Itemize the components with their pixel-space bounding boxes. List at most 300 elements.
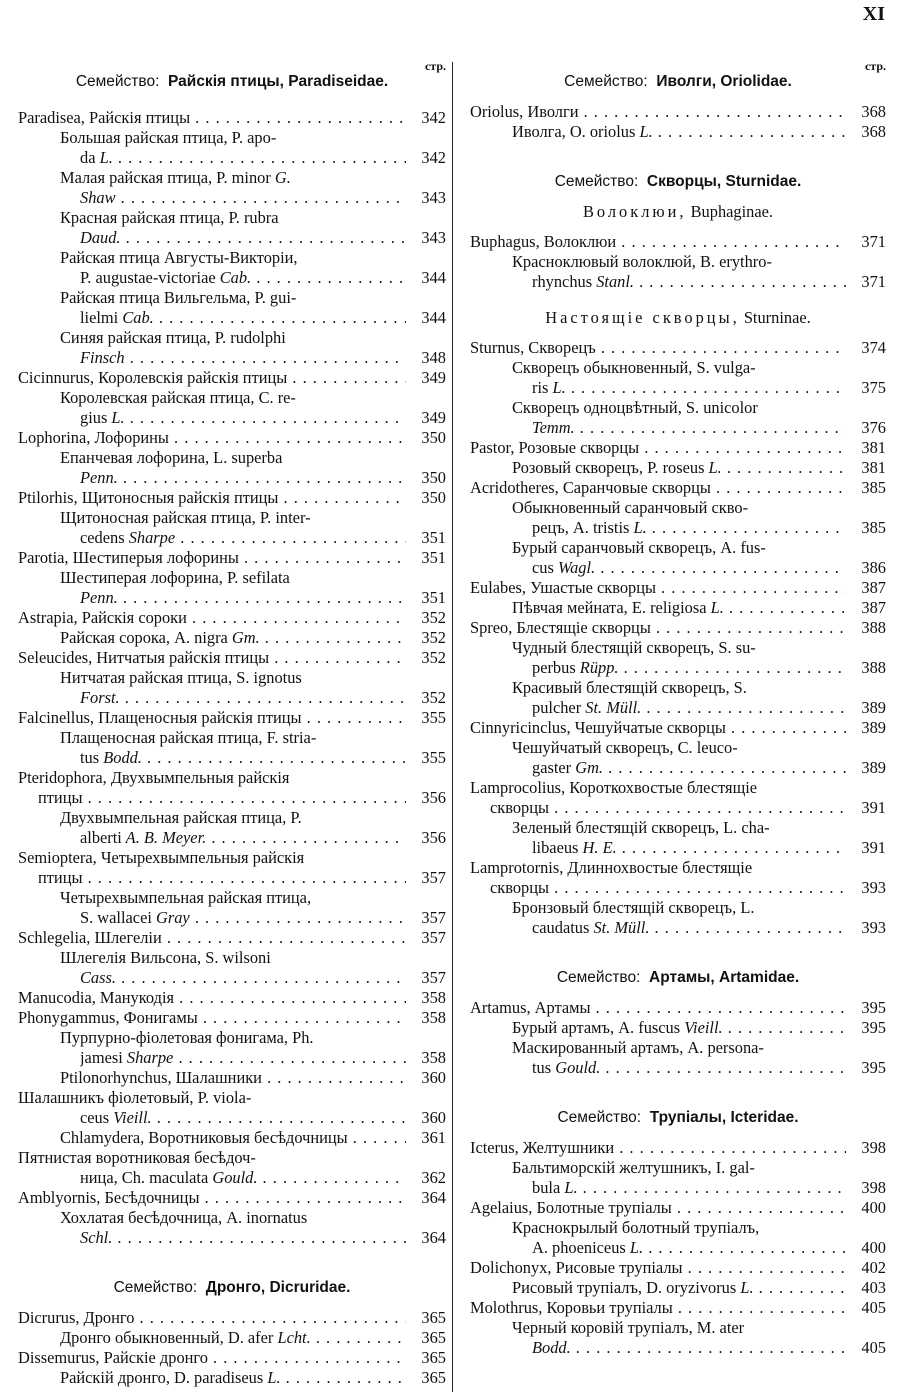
entry-author: H. E. — [578, 838, 617, 857]
entry-author: L. — [704, 458, 722, 477]
entry-text: Schlegelia, Шлегеліи . . . — [18, 928, 406, 948]
page-ref: 371 — [861, 232, 886, 251]
entry-text: скворцы . . . — [490, 878, 846, 898]
entry-author: Cab. — [215, 268, 252, 287]
entry-text: Пурпурно-фіолетовая фонигама, Ph. — [60, 1028, 314, 1047]
entry-text: Рисовый трупіалъ, D. oryzivorus L. . . . — [512, 1278, 846, 1298]
page-ref: 356 — [421, 788, 446, 807]
species-entry — [18, 288, 446, 308]
entry-author: St. Müll. — [589, 918, 650, 937]
page-ref: 349 — [421, 368, 446, 387]
genus-entry — [18, 1008, 446, 1028]
species-entry — [470, 1018, 886, 1038]
entry-author: Gray — [151, 908, 190, 927]
species-entry — [18, 808, 446, 828]
genus-entry — [470, 102, 886, 122]
entry-text: Artamus, Артамы . . . — [470, 998, 846, 1018]
genus-entry — [470, 858, 886, 878]
genus-entry — [470, 578, 886, 598]
species-entry — [18, 668, 446, 688]
entry-author: Cab. — [118, 308, 154, 327]
entry-text: Черный коровій трупіалъ, M. ater — [512, 1318, 745, 1337]
entry-text: Иволга, O. oriolus L. . . . — [512, 122, 846, 142]
genus-entry — [18, 788, 446, 808]
page-ref: 389 — [861, 758, 886, 777]
entry-text: Acridotheres, Саранчовые скворцы . . . — [470, 478, 846, 498]
species-entry — [18, 188, 446, 208]
page-ref: 355 — [421, 748, 446, 767]
genus-entry — [18, 368, 446, 388]
species-entry — [470, 418, 886, 438]
genus-entry — [470, 1198, 886, 1218]
species-entry — [470, 658, 886, 678]
entry-text: Ptilonorhynchus, Шалашники . . . — [60, 1068, 406, 1088]
page-ref: 358 — [421, 1048, 446, 1067]
entry-text: gius L. . . . — [80, 408, 406, 428]
species-entry — [470, 758, 886, 778]
page-ref: 395 — [861, 1058, 886, 1077]
entry-author: L. — [560, 1178, 578, 1197]
family-heading: Семейство: Иволги, Oriolidae. — [564, 73, 792, 90]
entry-text: Lamprocolius, Короткохвостые блестящіе — [470, 778, 758, 797]
entry-text — [532, 418, 846, 438]
genus-entry — [470, 1138, 886, 1158]
entry-text: Amblyornis, Бесѣдочницы . . . — [18, 1188, 406, 1208]
entry-author: Finsch — [80, 348, 125, 367]
page-ref: 343 — [421, 228, 446, 247]
page-ref: 364 — [421, 1188, 446, 1207]
page-ref: 355 — [421, 708, 446, 727]
entry-text: Semioptera, Четырехвымпельныя райскія — [18, 848, 305, 867]
entry-list — [18, 1308, 446, 1388]
entry-text: pulcher St. Müll. . . . — [532, 698, 846, 718]
page-ref: 376 — [861, 418, 886, 437]
species-entry — [18, 308, 446, 328]
genus-entry — [18, 848, 446, 868]
entry-author: Schl. — [80, 1228, 113, 1247]
page-ref: 385 — [861, 478, 886, 497]
species-entry — [470, 1038, 886, 1058]
species-entry — [18, 1368, 446, 1388]
entry-text: jamesi Sharpe . . . — [80, 1048, 406, 1068]
species-entry — [18, 1108, 446, 1128]
entry-text — [80, 468, 406, 488]
genus-entry — [470, 718, 886, 738]
entry-text: lielmi Cab. . . . — [80, 308, 406, 328]
page-ref: 393 — [861, 878, 886, 897]
page-column-label: стр. — [864, 59, 886, 73]
entry-author: G. — [270, 168, 291, 187]
entry-text: Pastor, Розовые скворцы . . . — [470, 438, 846, 458]
species-entry — [18, 1068, 446, 1088]
entry-text: ceus Vieill. . . . — [80, 1108, 406, 1128]
page-ref: 350 — [421, 468, 446, 487]
species-entry — [18, 448, 446, 468]
page-ref: 365 — [421, 1308, 446, 1327]
page-ref: 349 — [421, 408, 446, 427]
entry-author: Gould. — [208, 1168, 258, 1187]
page-ref: 389 — [861, 698, 886, 717]
entry-list — [470, 1138, 886, 1358]
page-ref: 374 — [861, 338, 886, 357]
entry-text: Красноклювый волоклюй, B. erythro- — [512, 252, 772, 271]
species-entry — [470, 1158, 886, 1178]
entry-text: Lophorina, Лофорины . . . — [18, 428, 406, 448]
entry-author: Stanl. — [592, 272, 634, 291]
entry-author: L. — [736, 1278, 754, 1297]
genus-entry — [18, 1148, 446, 1168]
page-ref: 365 — [421, 1368, 446, 1387]
species-entry — [18, 248, 446, 268]
page-ref: 386 — [861, 558, 886, 577]
entry-text: Чешуйчатый скворецъ, C. leuco- — [512, 738, 738, 757]
species-entry — [470, 738, 886, 758]
entry-text: Королевская райская птица, C. re- — [60, 388, 296, 407]
entry-author: Temm. — [532, 418, 575, 437]
genus-entry — [18, 768, 446, 788]
entry-author: Wagl. — [553, 558, 596, 577]
entry-text: S. wallacei Gray . . . — [80, 908, 406, 928]
genus-entry — [470, 618, 886, 638]
entry-text: Dicrurus, Дронго . . . — [18, 1308, 406, 1328]
page-ref: 405 — [861, 1298, 886, 1317]
species-entry — [18, 208, 446, 228]
entry-text: Шестиперая лофорина, P. sefilata — [60, 568, 290, 587]
page-ref: 357 — [421, 928, 446, 947]
entry-text: perbus Rüpp. . . . — [532, 658, 846, 678]
entry-author: Shaw — [80, 188, 116, 207]
page-ref: 385 — [861, 518, 886, 537]
page-ref: 357 — [421, 868, 446, 887]
entry-text: Щитоносная райская птица, P. inter- — [60, 508, 311, 527]
entry-text: скворцы . . . — [490, 798, 846, 818]
entry-text: Phonygammus, Фонигамы . . . — [18, 1008, 406, 1028]
species-entry — [18, 628, 446, 648]
page-column-label: стр. — [424, 59, 446, 73]
species-entry — [18, 328, 446, 348]
entry-author: Daud. — [80, 228, 121, 247]
page-ref: 381 — [861, 458, 886, 477]
entry-text: ris L. . . . — [532, 378, 846, 398]
entry-text: Oriolus, Иволги . . . — [470, 102, 846, 122]
species-entry — [470, 398, 886, 418]
species-entry — [470, 838, 886, 858]
right-column — [470, 60, 886, 1358]
species-entry — [18, 748, 446, 768]
page-ref: 357 — [421, 908, 446, 927]
page-ref: 357 — [421, 968, 446, 987]
page-ref: 365 — [421, 1328, 446, 1347]
page-ref: 352 — [421, 688, 446, 707]
entry-text: Синяя райская птица, P. rudolphi — [60, 328, 286, 347]
page-ref: 387 — [861, 578, 886, 597]
entry-text: A. phoeniceus L. . . . — [532, 1238, 846, 1258]
entry-text: Eulabes, Ушастые скворцы . . . — [470, 578, 846, 598]
entry-text: Маскированный артамъ, A. persona- — [512, 1038, 764, 1057]
genus-entry — [18, 1308, 446, 1328]
entry-author: Penn. — [80, 588, 118, 607]
species-entry — [470, 698, 886, 718]
entry-text — [80, 588, 406, 608]
entry-author: Gm. — [227, 628, 260, 647]
page-ref: 387 — [861, 598, 886, 617]
species-entry — [470, 122, 886, 142]
entry-text — [80, 348, 406, 368]
entry-text: Cicinnurus, Королевскія райскія птицы . . . — [18, 368, 406, 388]
entry-author: St. Müll. — [581, 698, 642, 717]
entry-text: Sturnus, Скворецъ . . . — [470, 338, 846, 358]
page-ref: 395 — [861, 1018, 886, 1037]
genus-entry — [470, 878, 886, 898]
entry-text: Spreo, Блестящіе скворцы . . . — [470, 618, 846, 638]
page-ref: 388 — [861, 618, 886, 637]
entry-text: Четырехвымпельная райская птица, — [60, 888, 312, 907]
entry-text: Бурый артамъ, A. fuscus Vieill. . . . — [512, 1018, 846, 1038]
entry-text: Епанчевая лофорина, L. superba — [60, 448, 283, 467]
entry-text: Бронзовый блестящій скворецъ, L. — [512, 898, 755, 917]
family-heading: Семейство: Райскія птицы, Paradiseidae. — [75, 73, 389, 90]
family-heading: Семейство: Артамы, Artamidae. — [556, 969, 800, 986]
page-ref: 362 — [421, 1168, 446, 1187]
species-entry — [18, 688, 446, 708]
page-ref: 352 — [421, 628, 446, 647]
genus-entry — [18, 548, 446, 568]
entry-list — [18, 108, 446, 1248]
genus-entry — [18, 108, 446, 128]
species-entry — [470, 378, 886, 398]
entry-author: Rüpp. — [575, 658, 619, 677]
genus-entry — [18, 648, 446, 668]
entry-author: Forst. — [80, 688, 120, 707]
page-ref: 398 — [861, 1178, 886, 1197]
page-ref: 400 — [861, 1238, 886, 1257]
genus-entry — [18, 708, 446, 728]
entry-text: Buphagus, Волоклюи . . . — [470, 232, 846, 252]
entry-text: Astrapia, Райскія сороки . . . — [18, 608, 406, 628]
genus-entry — [18, 1348, 446, 1368]
page-ref: 381 — [861, 438, 886, 457]
entry-text: tus Gould. . . . — [532, 1058, 846, 1078]
entry-text: Icterus, Желтушники . . . — [470, 1138, 846, 1158]
page-ref: 391 — [861, 838, 886, 857]
entry-text — [80, 968, 406, 988]
entry-text: da L. . . . — [80, 148, 406, 168]
page-ref: 358 — [421, 1008, 446, 1027]
subfamily-heading: Настоящіе скворцы, Sturninae. — [545, 308, 811, 327]
entry-text — [80, 228, 406, 248]
entry-text: Нитчатая райская птица, S. ignotus — [60, 668, 302, 687]
species-entry — [470, 252, 886, 272]
entry-author: L. — [548, 378, 566, 397]
species-entry — [18, 388, 446, 408]
page-ref: 356 — [421, 828, 446, 847]
family-heading: Семейство: Скворцы, Sturnidae. — [554, 173, 802, 190]
entry-text: Хохлатая бесѣдочница, A. inornatus — [60, 1208, 308, 1227]
page-ref: 351 — [421, 528, 446, 547]
page-ref: 348 — [421, 348, 446, 367]
family-heading: Семейство: Трупіалы, Icteridae. — [557, 1109, 799, 1126]
genus-entry — [470, 438, 886, 458]
species-entry — [18, 408, 446, 428]
entry-text: Пѣвчая мейната, E. religiosa L. . . . — [512, 598, 846, 618]
entry-author: L. — [107, 408, 125, 427]
genus-entry — [18, 488, 446, 508]
page-ref: 364 — [421, 1228, 446, 1247]
entry-author: A. B. Meyer. — [121, 828, 207, 847]
entry-text: cedens Sharpe . . . — [80, 528, 406, 548]
page-ref: 368 — [861, 102, 886, 121]
species-entry — [470, 1058, 886, 1078]
page-ref: 352 — [421, 608, 446, 627]
genus-entry — [470, 778, 886, 798]
entry-text: libaeus H. E. . . . — [532, 838, 846, 858]
entry-author: L. — [635, 122, 653, 141]
page-ref: 368 — [861, 122, 886, 141]
entry-text: Parotia, Шестиперыя лофорины . . . — [18, 548, 406, 568]
genus-entry — [470, 1298, 886, 1318]
page-ref: 352 — [421, 648, 446, 667]
species-entry — [18, 1328, 446, 1348]
entry-text: Manucodia, Манукодія . . . — [18, 988, 406, 1008]
species-entry — [18, 1228, 446, 1248]
species-entry — [470, 1278, 886, 1298]
entry-text: Зеленый блестящій скворецъ, L. cha- — [512, 818, 770, 837]
entry-text: Райская сорока, A. nigra Gm. . . . — [60, 628, 406, 648]
species-entry — [470, 918, 886, 938]
page-ref: 342 — [421, 148, 446, 167]
genus-entry — [18, 1088, 446, 1108]
species-entry — [470, 518, 886, 538]
entry-text — [80, 688, 406, 708]
entry-text: Paradisea, Райскія птицы . . . — [18, 108, 406, 128]
entry-text: rhynchus Stanl. . . . — [532, 272, 846, 292]
genus-entry — [18, 428, 446, 448]
genus-entry — [470, 232, 886, 252]
species-entry — [470, 818, 886, 838]
entry-text — [80, 188, 406, 208]
entry-text: Райская птица Вильгельма, P. gui- — [60, 288, 297, 307]
species-entry — [470, 458, 886, 478]
entry-text: Плащеносная райская птица, F. stria- — [60, 728, 317, 747]
species-entry — [470, 1238, 886, 1258]
entry-author: L. — [263, 1368, 281, 1387]
entry-text: Скворецъ обыкновенный, S. vulga- — [512, 358, 756, 377]
species-entry — [18, 828, 446, 848]
species-entry — [18, 1168, 446, 1188]
page-ref: 350 — [421, 488, 446, 507]
entry-text: Шлегелія Вильсона, S. wilsoni — [60, 948, 271, 967]
page-ref: 358 — [421, 988, 446, 1007]
page-ref: 350 — [421, 428, 446, 447]
species-entry — [18, 228, 446, 248]
species-entry — [470, 538, 886, 558]
entry-text — [532, 1338, 846, 1358]
species-entry — [470, 1218, 886, 1238]
species-entry — [470, 598, 886, 618]
page-ref: 342 — [421, 108, 446, 127]
species-entry — [18, 908, 446, 928]
entry-author: Vieill. — [680, 1018, 723, 1037]
entry-text: птицы . . . — [38, 868, 406, 888]
page-ref: 361 — [421, 1128, 446, 1147]
species-entry — [18, 568, 446, 588]
species-entry — [470, 898, 886, 918]
entry-text: Малая райская птица, P. minor G. — [60, 168, 291, 187]
entry-text: Falcinellus, Плащеносныя райскія птицы . . . — [18, 708, 406, 728]
species-entry — [18, 128, 446, 148]
entry-author: Lcht. — [273, 1328, 311, 1347]
genus-entry — [18, 928, 446, 948]
species-entry — [470, 1338, 886, 1358]
page-number: XI — [862, 3, 885, 25]
page-ref: 360 — [421, 1068, 446, 1087]
species-entry — [18, 1128, 446, 1148]
page-ref: 344 — [421, 268, 446, 287]
entry-text: птицы . . . — [38, 788, 406, 808]
entry-text: Райская птица Августы-Викторіи, — [60, 248, 298, 267]
species-entry — [18, 468, 446, 488]
entry-text: bula L. . . . — [532, 1178, 846, 1198]
genus-entry — [470, 1258, 886, 1278]
page-ref: 400 — [861, 1198, 886, 1217]
entry-author: L. — [625, 1238, 644, 1257]
entry-text: Пятнистая воротниковая бесѣдоч- — [18, 1148, 256, 1167]
entry-text: cus Wagl. . . . — [532, 558, 846, 578]
entry-text: Dissemurus, Райскіе дронго . . . — [18, 1348, 406, 1368]
page-ref: 365 — [421, 1348, 446, 1367]
page-ref: 393 — [861, 918, 886, 937]
genus-entry — [470, 998, 886, 1018]
species-entry — [18, 168, 446, 188]
species-entry — [470, 678, 886, 698]
species-entry — [470, 498, 886, 518]
entry-text: Ptilorhis, Щитоносныя райскія птицы . . . — [18, 488, 406, 508]
genus-entry — [470, 478, 886, 498]
entry-text: Розовый скворецъ, P. roseus L. . . . — [512, 458, 846, 478]
entry-text: Molothrus, Коровьи трупіалы . . . — [470, 1298, 846, 1318]
page-ref: 405 — [861, 1338, 886, 1357]
species-entry — [470, 358, 886, 378]
entry-author: Penn. — [80, 468, 118, 487]
species-entry — [18, 588, 446, 608]
entry-author: Sharpe — [122, 1048, 174, 1067]
entry-text: Красивый блестящій скворецъ, S. — [512, 678, 747, 697]
genus-entry — [18, 608, 446, 628]
entry-text: Райскій дронго, D. paradiseus L. . . . — [60, 1368, 406, 1388]
species-entry — [18, 508, 446, 528]
entry-text: Seleucides, Нитчатыя райскія птицы . . . — [18, 648, 406, 668]
entry-text: Красная райская птица, P. rubra — [60, 208, 279, 227]
entry-list — [470, 102, 886, 142]
entry-author: Gould. — [551, 1058, 601, 1077]
family-heading: Семейство: Дронго, Dicruridae. — [113, 1279, 351, 1296]
species-entry — [18, 268, 446, 288]
entry-text: Чудный блестящій скворецъ, S. su- — [512, 638, 756, 657]
entry-text: Бурый саранчовый скворецъ, A. fus- — [512, 538, 766, 557]
entry-author: L. — [629, 518, 647, 537]
page-ref: 375 — [861, 378, 886, 397]
entry-author: Bodd. — [99, 748, 142, 767]
entry-text: Шалашникъ фіолетовый, P. viola- — [18, 1088, 252, 1107]
species-entry — [470, 558, 886, 578]
species-entry — [18, 728, 446, 748]
genus-entry — [470, 798, 886, 818]
genus-entry — [18, 988, 446, 1008]
column-divider — [452, 62, 453, 1392]
species-entry — [18, 948, 446, 968]
entry-text: Chlamydera, Воротниковыя бесѣдочницы . . . — [60, 1128, 406, 1148]
page-ref: 403 — [861, 1278, 886, 1297]
